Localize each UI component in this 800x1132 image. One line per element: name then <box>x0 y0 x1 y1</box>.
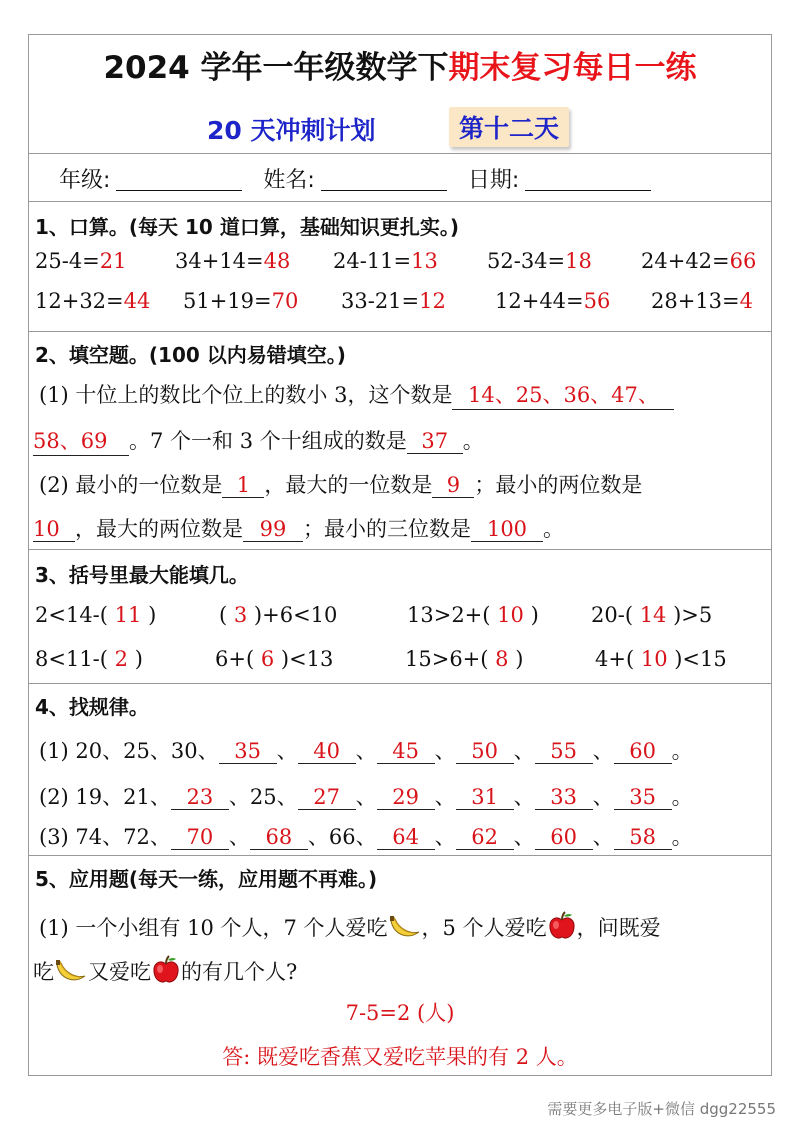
subtitle-row <box>29 101 771 151</box>
banana-icon <box>388 913 422 946</box>
arith-item <box>495 289 610 313</box>
worksheet-title <box>29 35 771 97</box>
text-fragment: 10 <box>33 517 60 541</box>
text-fragment: 51+19= <box>183 289 272 313</box>
date-field[interactable] <box>525 171 651 191</box>
text-fragment: 50 <box>471 739 498 763</box>
text-fragment: 37 <box>421 429 449 453</box>
text-fragment: 27 <box>313 785 340 809</box>
divider <box>29 331 771 332</box>
bracket-item <box>215 647 333 671</box>
text-fragment: 33-21= <box>341 289 420 313</box>
text-fragment: 56 <box>583 289 611 313</box>
text-fragment: 13>2+( <box>407 603 498 627</box>
arith-item <box>333 249 438 273</box>
divider <box>29 683 771 684</box>
text-fragment: 、 <box>592 825 614 849</box>
text-fragment: 35 <box>629 785 656 809</box>
answer-blank <box>171 785 229 810</box>
text-fragment: 2 <box>114 647 129 671</box>
answer-blank <box>171 825 229 850</box>
apple-icon <box>151 955 181 990</box>
text-fragment: 3 <box>233 603 248 627</box>
answer-blank <box>535 785 593 810</box>
text-fragment: 。 <box>671 825 693 849</box>
text-fragment: 、 <box>592 785 614 809</box>
text-fragment: 1 <box>236 473 251 497</box>
arith-item <box>341 289 446 313</box>
text-fragment: (1) 十位上的数比个位上的数小 3，这个数是 <box>39 383 453 407</box>
text-fragment: 又爱吃 <box>88 960 151 984</box>
answer-blank <box>33 517 75 542</box>
day-label: 第十二天 <box>449 107 569 147</box>
answer-blank <box>614 825 672 850</box>
answer-blank <box>535 739 593 764</box>
text-fragment: 、 <box>355 785 377 809</box>
bracket-item <box>35 647 143 671</box>
text-fragment: 24+42= <box>641 249 730 273</box>
text-fragment: 、 <box>434 825 456 849</box>
text-fragment: 10 <box>640 647 668 671</box>
text-fragment: ) <box>128 647 143 671</box>
name-field[interactable] <box>321 171 447 191</box>
section-1-title: 1、口算。(每天 10 道口算，基础知识更扎实。) <box>35 215 459 239</box>
text-fragment: 29 <box>392 785 419 809</box>
text-fragment: 8<11-( <box>35 647 115 671</box>
answer-blank <box>614 739 672 764</box>
section-4-title: 4、找规律。 <box>35 695 149 719</box>
answer-blank <box>456 825 514 850</box>
divider <box>29 153 771 154</box>
answer-blank <box>243 517 303 542</box>
text-fragment: )<15 <box>667 647 727 671</box>
text-fragment: 18 <box>565 249 592 273</box>
text-fragment: (3) 74、72、 <box>39 825 171 849</box>
text-fragment: 15>6+( <box>405 647 496 671</box>
divider <box>29 201 771 202</box>
text-fragment: 、 <box>513 825 535 849</box>
text-fragment: (2) 最小的一位数是 <box>39 473 223 497</box>
text-fragment: 。 <box>543 517 564 541</box>
answer-blank <box>222 473 264 498</box>
word-problem-line2 <box>33 955 297 990</box>
answer-blank <box>452 379 674 410</box>
answer-blank <box>535 825 593 850</box>
text-fragment: 8 <box>495 647 509 671</box>
text-fragment: 40 <box>313 739 340 763</box>
text-fragment: 、 <box>276 739 298 763</box>
text-fragment: 100 <box>486 517 528 541</box>
fill-q1-line1 <box>39 379 674 410</box>
answer-blank <box>298 785 356 810</box>
text-fragment: 。 <box>671 785 693 809</box>
answer-blank <box>298 739 356 764</box>
apple-icon <box>547 911 577 946</box>
text-fragment: (2) 19、21、 <box>39 785 171 809</box>
answer-blank <box>407 429 463 454</box>
bracket-item <box>595 647 727 671</box>
text-fragment: 28+13= <box>651 289 740 313</box>
section-5-title: 5、应用题(每天一练，应用题不再难。) <box>35 867 378 891</box>
fill-q2-line2 <box>33 513 564 543</box>
text-fragment: ( <box>219 603 234 627</box>
student-info-row <box>59 163 665 194</box>
text-fragment: 60 <box>550 825 577 849</box>
answer-blank <box>33 425 129 456</box>
text-fragment: 35 <box>234 739 261 763</box>
text-fragment: 70 <box>271 289 299 313</box>
text-fragment: 58 <box>629 825 656 849</box>
answer-blank <box>456 739 514 764</box>
arith-item <box>175 249 290 273</box>
text-fragment: ，最大的两位数是 <box>75 517 243 541</box>
text-fragment: (1) 20、25、30、 <box>39 739 219 763</box>
fill-q1-line2 <box>33 425 484 456</box>
bracket-item <box>219 603 337 627</box>
title-black: 2024 学年一年级数学下 <box>103 50 449 86</box>
text-fragment: 60 <box>629 739 656 763</box>
answer-blank <box>377 825 435 850</box>
pattern-q2 <box>39 781 693 811</box>
text-fragment: 、66、 <box>307 825 377 849</box>
text-fragment: 14 <box>639 603 667 627</box>
text-fragment: 24-11= <box>333 249 412 273</box>
text-fragment: 、 <box>355 739 377 763</box>
fill-q2-line1 <box>39 469 642 499</box>
grade-label: 年级: <box>59 168 111 193</box>
text-fragment: 66 <box>729 249 757 273</box>
text-fragment: 吃 <box>33 960 54 984</box>
text-fragment: 、 <box>434 785 456 809</box>
worksheet <box>28 34 772 1076</box>
text-fragment: 9 <box>446 473 461 497</box>
arith-item <box>487 249 592 273</box>
solution-formula: 7-5=2 (人) <box>345 1001 455 1025</box>
text-fragment: 34+14= <box>175 249 264 273</box>
footer-watermark: 需要更多电子版+微信 dgg22555 <box>547 1100 776 1118</box>
banana-icon <box>54 957 88 990</box>
text-fragment: ，5 个人爱吃 <box>421 916 547 940</box>
text-fragment: 25-4= <box>35 249 100 273</box>
word-problem-line1 <box>39 911 661 946</box>
answer-blank <box>432 473 474 498</box>
bracket-item <box>35 603 156 627</box>
text-fragment: ) <box>523 603 539 627</box>
bracket-item <box>591 603 712 627</box>
answer-blank <box>471 517 543 542</box>
text-fragment: 33 <box>550 785 577 809</box>
text-fragment: 52-34= <box>487 249 566 273</box>
answer-blank <box>250 825 308 850</box>
text-fragment: ) <box>141 603 157 627</box>
bracket-item <box>407 603 539 627</box>
arith-item <box>651 289 753 313</box>
answer-blank <box>614 785 672 810</box>
text-fragment: 10 <box>497 603 524 627</box>
text-fragment: 。 <box>462 429 484 453</box>
text-fragment: 12+44= <box>495 289 584 313</box>
text-fragment: 11 <box>114 603 142 627</box>
text-fragment: )<13 <box>274 647 334 671</box>
grade-field[interactable] <box>116 171 242 191</box>
text-fragment: ；最小的两位数是 <box>474 473 643 497</box>
text-fragment: 、 <box>513 739 535 763</box>
text-fragment: ；最小的三位数是 <box>303 517 471 541</box>
answer-blank <box>377 739 435 764</box>
answer-blank <box>377 785 435 810</box>
text-fragment: 70 <box>186 825 214 849</box>
divider <box>29 549 771 550</box>
pattern-q1 <box>39 735 693 765</box>
text-fragment: 12 <box>419 289 446 313</box>
text-fragment: 44 <box>123 289 151 313</box>
text-fragment: 58、69 <box>33 429 108 453</box>
text-fragment: )+6<10 <box>247 603 338 627</box>
answer-blank <box>219 739 277 764</box>
text-fragment: 。7 个一和 3 个十组成的数是 <box>129 429 407 453</box>
text-fragment: 。 <box>671 739 693 763</box>
text-fragment: ，问既爱 <box>576 916 661 940</box>
text-fragment: 48 <box>263 249 291 273</box>
text-fragment: 20-( <box>591 603 640 627</box>
pattern-q3 <box>39 821 693 851</box>
text-fragment: 99 <box>259 517 287 541</box>
divider <box>29 855 771 856</box>
text-fragment: 6 <box>260 647 275 671</box>
text-fragment: 21 <box>99 249 127 273</box>
text-fragment: )>5 <box>666 603 713 627</box>
text-fragment: 、 <box>513 785 535 809</box>
text-fragment: (1) 一个小组有 10 个人，7 个人爱吃 <box>39 916 388 940</box>
section-2-title: 2、填空题。(100 以内易错填空。) <box>35 343 346 367</box>
text-fragment: 14、25、36、47、 <box>468 383 659 407</box>
text-fragment: 31 <box>471 785 498 809</box>
arith-item <box>641 249 756 273</box>
text-fragment: 4+( <box>595 647 641 671</box>
arith-item <box>35 249 127 273</box>
text-fragment: ) <box>508 647 524 671</box>
text-fragment: 的有几个人? <box>181 960 298 984</box>
answer-blank <box>456 785 514 810</box>
arith-item <box>183 289 298 313</box>
text-fragment: 64 <box>392 825 419 849</box>
solution-answer: 答: 既爱吃香蕉又爱吃苹果的有 2 人。 <box>222 1045 578 1069</box>
text-fragment: 45 <box>392 739 419 763</box>
bracket-item <box>405 647 523 671</box>
text-fragment: 、 <box>434 739 456 763</box>
text-fragment: 2<14-( <box>35 603 115 627</box>
text-fragment: 68 <box>265 825 293 849</box>
name-label: 姓名: <box>263 168 315 193</box>
text-fragment: 4 <box>739 289 754 313</box>
text-fragment: 12+32= <box>35 289 124 313</box>
text-fragment: 6+( <box>215 647 261 671</box>
text-fragment: ，最大的一位数是 <box>264 473 433 497</box>
text-fragment: 23 <box>186 785 214 809</box>
text-fragment: 13 <box>411 249 438 273</box>
text-fragment: 62 <box>471 825 498 849</box>
text-fragment: 、 <box>592 739 614 763</box>
text-fragment: 55 <box>550 739 577 763</box>
title-red: 期末复习每日一练 <box>448 50 697 86</box>
plan-label: 20 天冲刺计划 <box>207 116 376 145</box>
date-label: 日期: <box>467 168 520 193</box>
text-fragment: 、25、 <box>228 785 298 809</box>
arith-item <box>35 289 150 313</box>
text-fragment: 、 <box>228 825 250 849</box>
section-3-title: 3、括号里最大能填几。 <box>35 563 249 587</box>
